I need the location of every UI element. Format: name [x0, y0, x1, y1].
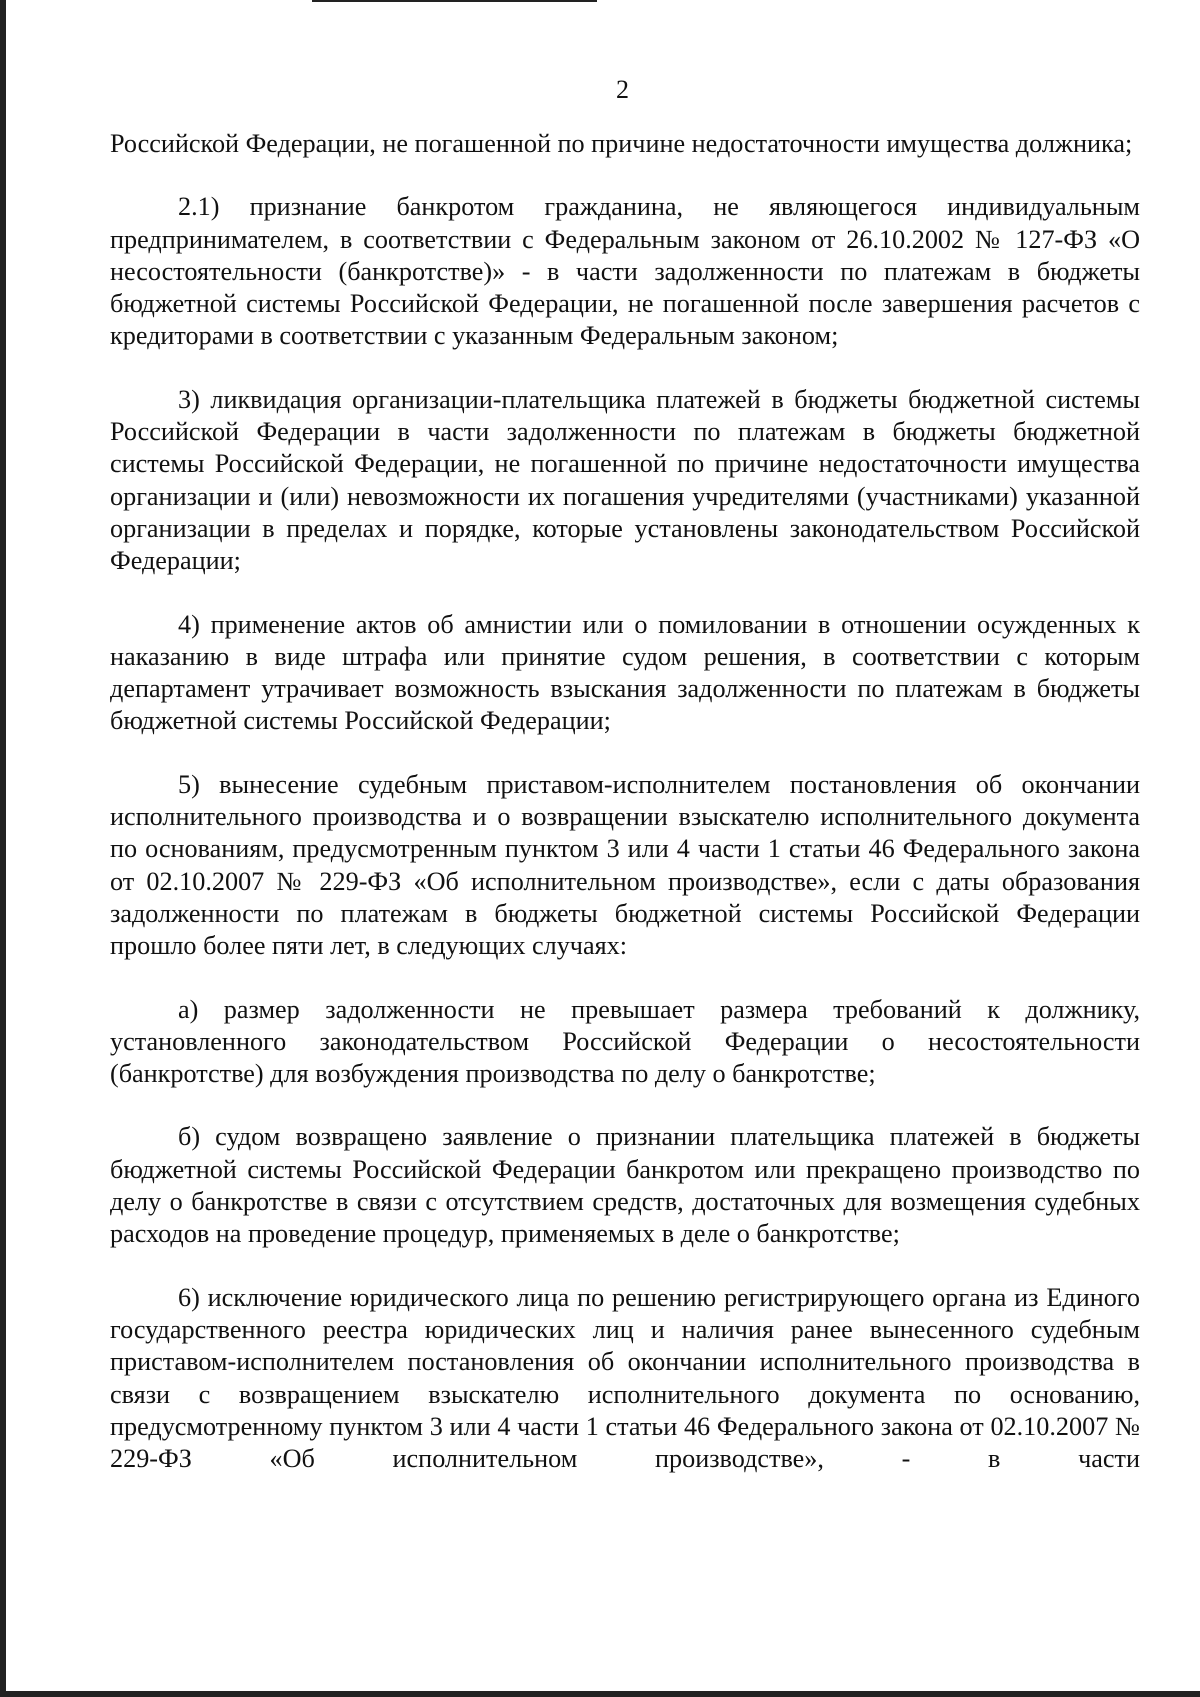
paragraph-item-5: 5) вынесение судебным приставом-исполнителем постановления об окончании исполнительного производства и о возвращении взыскателю исполнительного документа по основаниям, предусмотренным пунктом 3 или 4 части 1 статьи 46 Федерального закона от 02.10.2007 № 229-ФЗ «Об исполнительном производстве», если с даты образования задолженности по платежам в бюджеты бюджетной системы Российской Федерации прошло более пяти лет, в следующих случаях:: [110, 769, 1140, 961]
paragraph-item-6: 6) исключение юридического лица по решению регистрирующего органа из Единого государственного реестра юридических лиц и наличия ранее вынесенного судебным приставом-исполнителем постановления об окончании исполнительного производства в связи с возвращением взыскателю исполнительного документа по основанию, предусмотренному пунктом 3 или 4 части 1 статьи 46 Федерального закона от 02.10.2007 № 229-ФЗ «Об исполнительном производстве», - в части: [110, 1282, 1140, 1474]
paragraph-item-3: 3) ликвидация организации-плательщика платежей в бюджеты бюджетной системы Российской Федерации в части задолженности по платежам в бюджеты бюджетной системы Российской Федерации, не погашенной по причине недостаточности имущества организации и (или) невозможности их погашения учредителями (участниками) указанной организации в пределах и порядке, которые установлены законодательством Российской Федерации;: [110, 384, 1140, 576]
top-scan-rule: [312, 0, 597, 2]
paragraph-subitem-b: б) судом возвращено заявление о признании плательщика платежей в бюджеты бюджетной системы Российской Федерации банкротом или прекращено производство по делу о банкротстве в связи с отсутствием средств, достаточных для возмещения судебных расходов на проведение процедур, применяемых в деле о банкротстве;: [110, 1122, 1140, 1249]
page-number: 2: [616, 75, 629, 104]
paragraph-subitem-a: а) размер задолженности не превышает размера требований к должнику, установленного законодательством Российской Федерации о несостоятельности (банкротстве) для возбуждения производства по делу о банкротстве;: [110, 994, 1140, 1089]
paragraph-item-2-1: 2.1) признание банкротом гражданина, не являющегося индивидуальным предпринимателем, в соответствии с Федеральным законом от 26.10.2002 № 127-ФЗ «О несостоятельности (банкротстве)» - в части задолженности по платежам в бюджеты бюджетной системы Российской Федерации, не погашенной после завершения расчетов с кредиторами в соответствии с указанным Федеральным законом;: [110, 192, 1140, 351]
left-scan-edge: [0, 0, 6, 1697]
paragraph-item-4: 4) применение актов об амнистии или о помиловании в отношении осужденных к наказанию в виде штрафа или принятие судом решения, в соответствии с которым департамент утрачивает возможность взыскания задолженности по платежам в бюджеты бюджетной системы Российской Федерации;: [110, 609, 1140, 736]
document-body: [110, 128, 1140, 1475]
bottom-scan-edge: [0, 1691, 1200, 1697]
paragraph-continuation: Российской Федерации, не погашенной по причине недостаточности имущества должника;: [110, 129, 1133, 158]
